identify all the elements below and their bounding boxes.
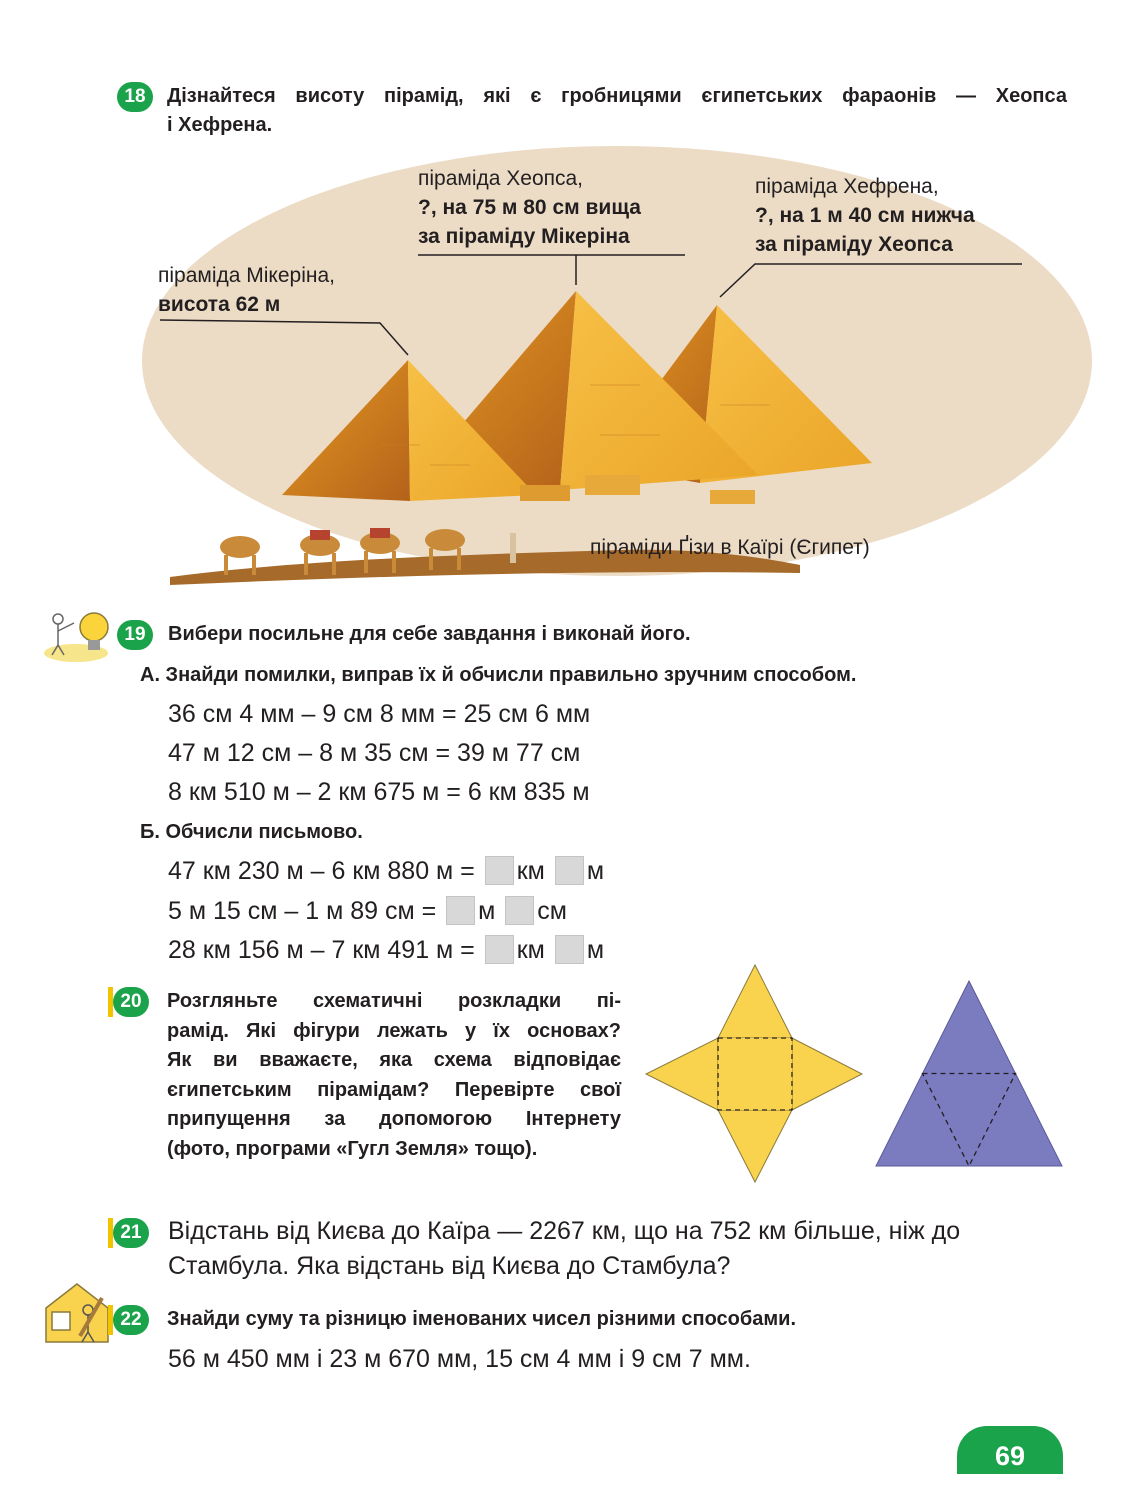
khefren-line1: ?, на 1 м 40 см нижча — [755, 204, 975, 227]
label-kheops — [418, 164, 641, 251]
task-19-intro: Вибери посильне для себе завдання і виконай його. — [168, 623, 691, 645]
answer-box[interactable] — [485, 856, 514, 885]
task-19-part-b-title: Б. Обчисли письмово. — [140, 821, 363, 843]
expression: 28 км 156 м – 7 км 491 м = — [168, 936, 475, 964]
unit-label: км — [516, 857, 545, 885]
kheops-name: піраміда Хеопса, — [418, 167, 584, 190]
answer-box[interactable] — [555, 856, 584, 885]
task-18-line1: Дізнайтеся висоту пірамід, які є гробницями єгипетських фараонів — Хеопса — [167, 85, 1067, 107]
task-21-line1: Відстань від Києва до Каїра — 2267 км, що на 752 км більше, ніж до — [168, 1217, 961, 1245]
illustration-caption: піраміди Ґізи в Каїрі (Єгипет) — [590, 536, 870, 559]
page-number: 69 — [957, 1426, 1063, 1474]
part-b-row-1 — [168, 855, 604, 887]
part-b-row-2 — [168, 895, 567, 927]
task-20-text — [167, 987, 621, 1164]
task-number-21: 21 — [113, 1218, 149, 1248]
ruins — [585, 475, 640, 495]
task-20-line: Як ви вважаєте, яка схема відповідає — [167, 1049, 621, 1071]
task-19-part-a-title: А. Знайди помилки, виправ їх й обчисли правильно зручним способом. — [140, 664, 857, 686]
unit-label: м — [586, 857, 604, 885]
kheops-line1: ?, на 75 м 80 см вища — [418, 196, 641, 219]
task-18-line2: і Хефрена. — [167, 114, 273, 136]
task-20-line: (фото, програми «Гугл Земля» тощо). — [167, 1137, 538, 1160]
answer-box[interactable] — [485, 935, 514, 964]
answer-box[interactable] — [505, 896, 534, 925]
unit-label: м — [478, 897, 496, 925]
task-number-18: 18 — [117, 82, 153, 112]
unit-label: см — [537, 897, 567, 925]
task-22-line: 56 м 450 мм і 23 м 670 мм, 15 см 4 мм і 9 см 7 мм. — [168, 1345, 751, 1373]
expression: 5 м 15 см – 1 м 89 см = — [168, 897, 437, 925]
task-number-19: 19 — [117, 620, 153, 650]
task-number-20: 20 — [113, 987, 149, 1017]
part-a-line-2: 47 м 12 см – 8 м 35 см = 39 м 77 см — [168, 739, 581, 767]
task-20-line: єгипетським пірамідам? Перевірте свої — [167, 1078, 621, 1101]
house-icon — [42, 1280, 112, 1346]
part-a-line-3: 8 км 510 м – 2 км 675 м = 6 км 835 м — [168, 778, 590, 806]
task-number-22: 22 — [113, 1305, 149, 1335]
lightbulb-icon — [40, 605, 112, 663]
mikerin-name: піраміда Мікеріна, — [158, 264, 335, 287]
task-21-line2: Стамбула. Яка відстань від Києва до Стамбула? — [168, 1252, 731, 1280]
answer-box[interactable] — [555, 935, 584, 964]
mikerin-height: висота 62 м — [158, 293, 281, 316]
answer-box[interactable] — [446, 896, 475, 925]
task-18-text — [167, 82, 1067, 140]
khefren-line2: за піраміду Хеопса — [755, 233, 953, 256]
expression: 47 км 230 м – 6 км 880 м = — [168, 857, 475, 885]
task-21-text — [168, 1214, 960, 1284]
triangular-pyramid-net — [872, 978, 1066, 1170]
khefren-name: піраміда Хефрена, — [755, 175, 939, 198]
task-20-line: рамід. Які фігури лежать у їх основах? — [167, 1019, 621, 1042]
label-khefren — [755, 172, 975, 259]
unit-label: км — [516, 936, 545, 964]
task-20-line: припущення за допомогою Інтернету — [167, 1108, 621, 1130]
part-a-line-1: 36 см 4 мм – 9 см 8 мм = 25 см 6 мм — [168, 700, 591, 728]
kheops-line2: за піраміду Мікеріна — [418, 225, 630, 248]
task-20-line: Розгляньте схематичні розкладки пі- — [167, 990, 621, 1012]
task-22-intro: Знайди суму та різницю іменованих чисел різними способами. — [167, 1308, 797, 1330]
unit-label: м — [586, 936, 604, 964]
part-b-row-3 — [168, 934, 604, 966]
square-pyramid-net — [640, 960, 870, 1185]
label-mikerin — [158, 261, 335, 319]
